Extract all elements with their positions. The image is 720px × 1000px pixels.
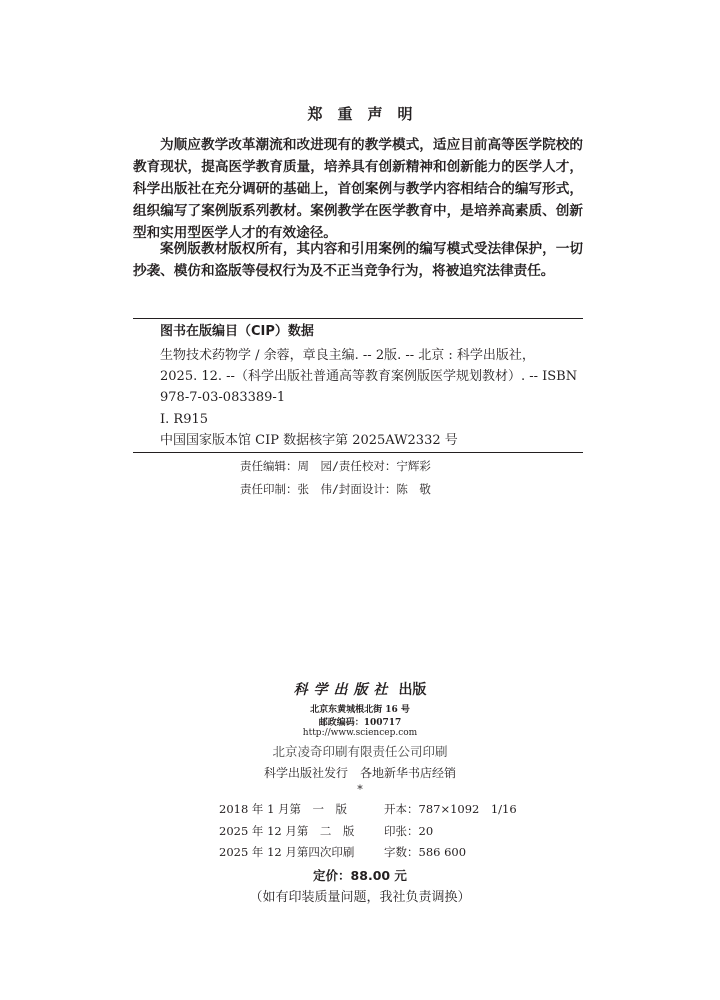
credits-line-1: 责任编辑：周 园/责任校对：宁辉彩	[240, 459, 431, 473]
publisher-suffix: 出版	[398, 682, 427, 698]
publisher-imprint	[0, 679, 720, 699]
cip-line-2: 2025. 12. --（科学出版社普通高等教育案例版医学规划教材）. -- ISBN	[160, 369, 578, 384]
cip-line-1: 生物技术药物学 / 余蓉，章良主编. -- 2版. -- 北京 : 科学出版社，	[160, 348, 535, 363]
printer-line: 北京凌奇印刷有限责任公司印刷	[272, 744, 448, 759]
statement-paragraph-2: 案例版教材版权所有，其内容和引用案例的编写模式受法律保护，一切抄袭、模仿和盗版等侵权行为及不正当竞争行为，将被追究法律责任。	[133, 241, 583, 279]
publisher-postcode: 邮政编码：100717	[318, 718, 402, 728]
spec-row-second-edition	[219, 822, 539, 840]
statement-paragraph-1: 为顺应教学改革潮流和改进现有的教学模式，适应目前高等医学院校的教育现状，提高医学教育质量，培养具有创新精神和创新能力的医学人才，科学出版社在充分调研的基础上，首创案例与教学内容相结合的编写形式，组织编写了案例版系列教材。案例教学在医学教育中，是培养高素质、创新型和实用型医学人才的有效途径。	[133, 137, 583, 241]
spec-format: 开本：787×1092 1/16	[384, 802, 517, 816]
publisher-url: http://www.sciencep.com	[302, 728, 418, 738]
publisher-name-logo: 科学出版社	[293, 682, 394, 698]
separator-star: *	[357, 783, 363, 796]
statement-title: 郑重声明	[307, 105, 428, 123]
cip-record-number: 中国国家版本馆 CIP 数据核字第 2025AW2332 号	[160, 433, 458, 448]
cip-classification: Ⅰ. R915	[160, 412, 209, 427]
cip-line-3: 978-7-03-083389-1	[160, 390, 286, 405]
spec-row-first-edition	[219, 800, 539, 818]
distribution-line: 科学出版社发行 各地新华书店经销	[263, 766, 456, 780]
quality-notice: （如有印装质量问题，我社负责调换）	[249, 890, 471, 905]
cip-bottom-divider	[133, 452, 583, 453]
spec-row-printing	[219, 843, 539, 861]
cip-top-divider	[133, 318, 583, 319]
publisher-address: 北京东黄城根北街 16 号	[310, 705, 410, 715]
credits-line-2: 责任印制：张 伟/封面设计：陈 敬	[240, 482, 431, 496]
spec-sheets: 印张：20	[384, 824, 434, 838]
spec-word-count: 字数：586 600	[384, 845, 467, 859]
spec-printing-date: 2025 年 12 月第四次印刷	[219, 845, 355, 859]
spec-first-edition-date: 2018 年 1 月第 一 版	[219, 802, 348, 816]
spec-second-edition-date: 2025 年 12 月第 二 版	[219, 824, 355, 838]
cip-heading: 图书在版编目（CIP）数据	[160, 324, 314, 339]
price: 定价：88.00 元	[313, 868, 407, 883]
